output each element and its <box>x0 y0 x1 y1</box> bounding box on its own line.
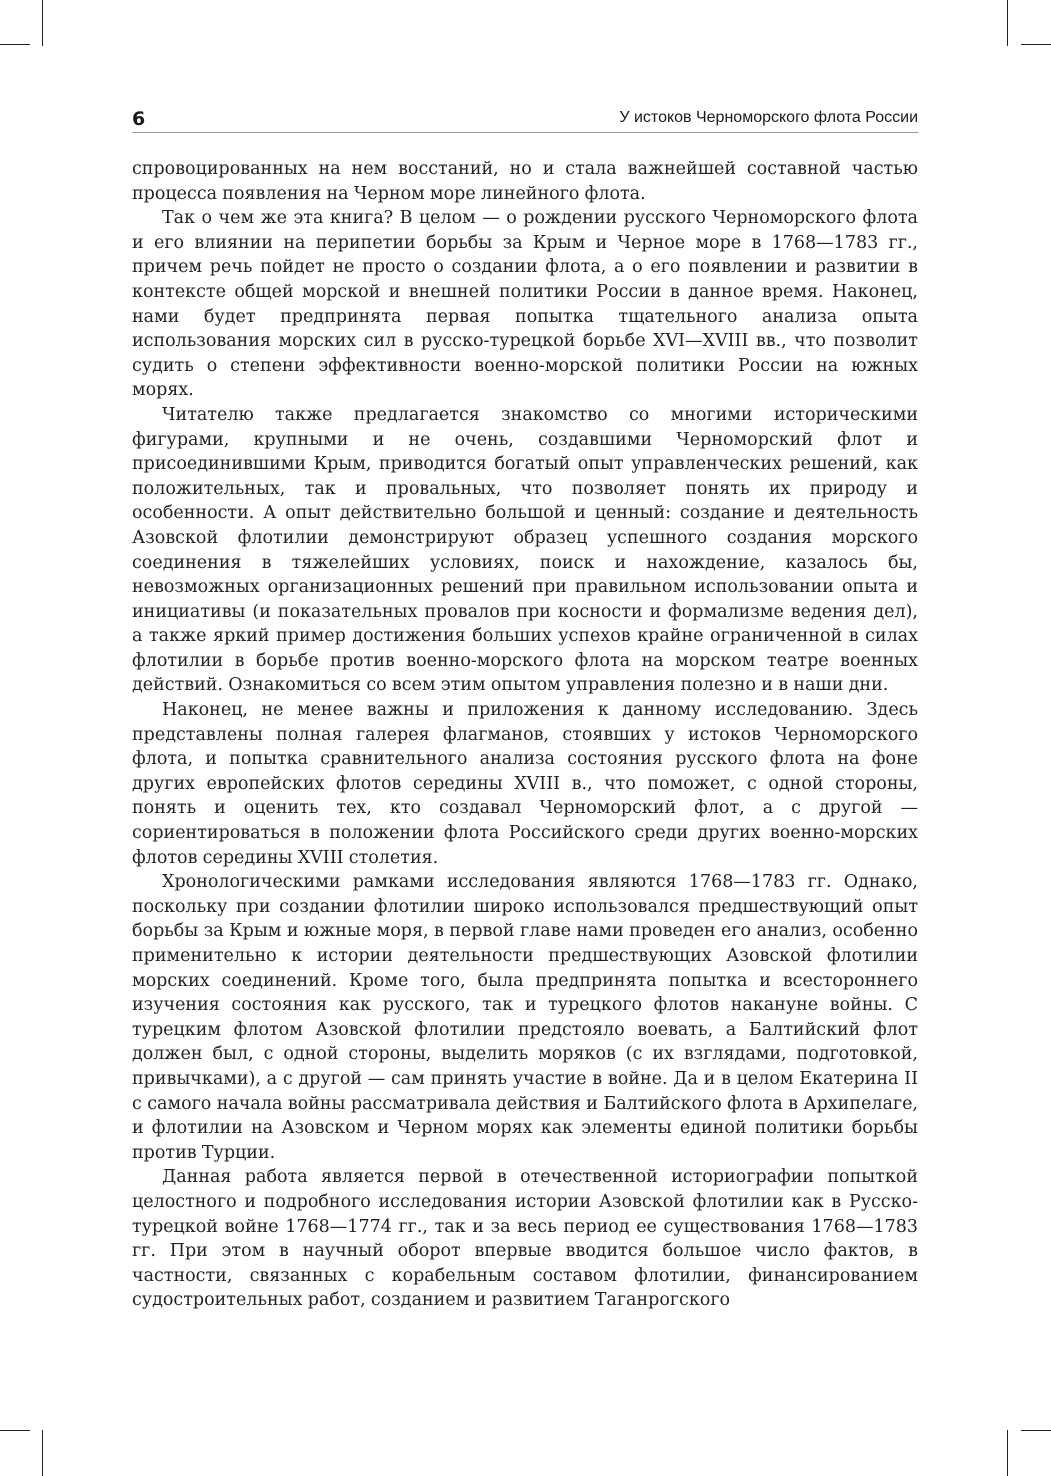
crop-mark-bottom-left <box>42 1430 43 1476</box>
paragraph: Данная работа является первой в отечественной историографии попыткой целостного и подробного исследования истории Азовской флотилии как в Русско-турецкой войне 1768—1774 гг., так и за весь период ее существования 1768—1783 гг. При этом в научный оборот впервые вводится большое число фактов, в частности, связанных с корабельным составом флотилии, финансированием судостроительных работ, созданием и развитием Таганрогского <box>132 1167 918 1311</box>
crop-mark-top-right-h <box>1021 44 1051 45</box>
crop-mark-bottom-left-h <box>0 1430 30 1431</box>
paragraph: Хронологическими рамками исследования являются 1768—1783 гг. Однако, поскольку при создании флотилии широко использовался предшествующий опыт борьбы за Крым и южные моря, в первой главе нами проведен его анализ, особенно применительно к истории деятельности предшествующих Азовской флотилии морских соединений. Кроме того, была предпринята попытка и всестороннего изучения состояния как русского, так и турецкого флотов накануне войны. С турецким флотом Азовской флотилии предстояло воевать, а Балтийский флот должен был, с одной стороны, выделить моряков (с их взглядами, подготовкой, привычками), а с другой — сам принять участие в войне. Да и в целом Екатерина II с самого начала войны рассматривала действия и Балтийского флота в Архипелаге, и флотилии на Азовском и Черном морях как элементы единой политики борьбы против Турции. <box>132 872 918 1163</box>
crop-mark-top-right <box>1007 0 1008 46</box>
crop-mark-top-left <box>42 0 43 46</box>
running-head <box>132 104 918 132</box>
paragraph-continued: спровоцированных на нем восстаний, но и стала важнейшей составной частью процесса появления на Черном море линейного флота. <box>132 159 918 204</box>
paragraph: Так о чем же эта книга? В целом — о рождении русского Черноморского флота и его влиянии на перипетии борьбы за Крым и Черное море в 1768—1783 гг., причем речь пойдет не просто о создании флота, а о его появлении и развитии в контексте общей морской и внешней политики России в данное время. Наконец, нами будет предпринята первая попытка тщательного анализа опыта использования морских сил в русско-турецкой борьбе XVI—XVIII вв., что позволит судить о степени эффективности военно-морской политики России на южных морях. <box>132 208 918 401</box>
paragraph: Наконец, не менее важны и приложения к данному исследованию. Здесь представлены полная галерея флагманов, стоявших у истоков Черноморского флота, и попытка сравнительного анализа состояния русского флота на фоне других европейских флотов середины XVIII в., что поможет, с одной стороны, понять и оценить тех, кто создавал Черноморский флот, а с другой — сориентироваться в положении флота Российского среди других военно-морских флотов середины XVIII столетия. <box>132 700 918 868</box>
header-rule <box>132 132 918 133</box>
crop-mark-bottom-right-h <box>1021 1430 1051 1431</box>
crop-mark-top-left-h <box>0 44 30 45</box>
running-title: У истоков Черноморского флота России <box>619 109 918 126</box>
page-number: 6 <box>132 108 146 130</box>
body-text <box>132 157 918 1313</box>
crop-mark-bottom-right <box>1007 1430 1008 1476</box>
paragraph: Читателю также предлагается знакомство со многими историческими фигурами, крупными и не очень, создавшими Черноморский флот и присоединившими Крым, приводится богатый опыт управленческих решений, как положительных, так и провальных, что позволяет понять их природу и особенности. А опыт действительно большой и ценный: создание и деятельность Азовской флотилии демонстрируют образец успешного создания морского соединения в тяжелейших условиях, поиск и нахождение, казалось бы, невозможных организационных решений при правильном использовании опыта и инициативы (и показательных провалов при косности и формализме ведения дел), а также яркий пример достижения больших успехов крайне ограниченной в силах флотилии в борьбе против военно-морского флота на морском театре военных действий. Ознакомиться со всем этим опытом управления полезно и в наши дни. <box>132 404 918 696</box>
